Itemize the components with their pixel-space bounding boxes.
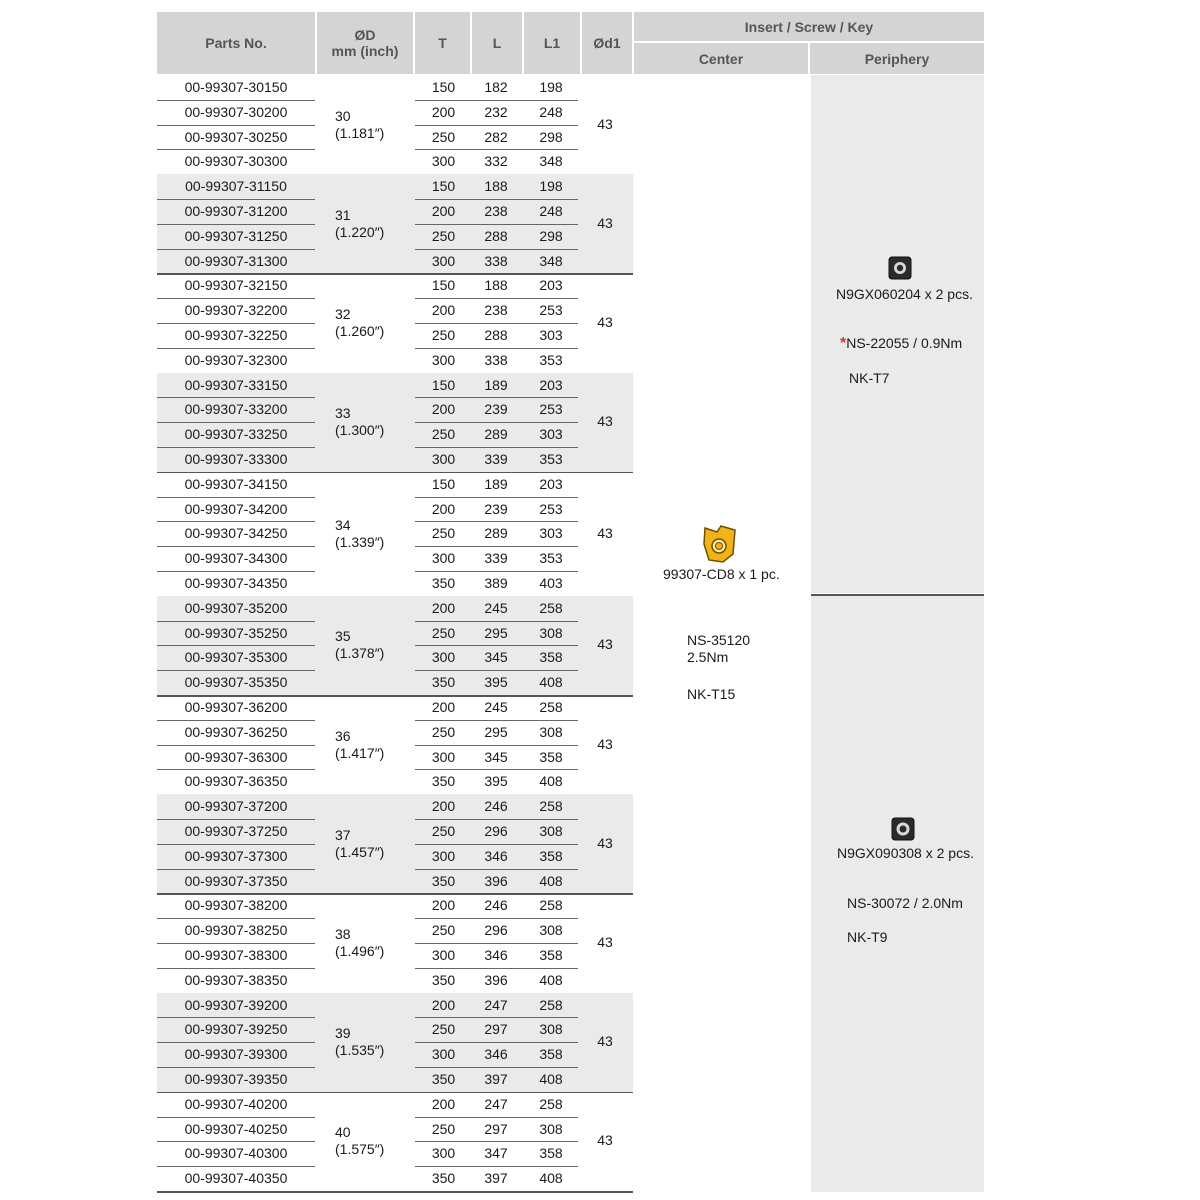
part-number: 00-99307-30250: [184, 128, 288, 145]
part-number: 00-99307-35350: [184, 674, 288, 691]
diameter-inch: (1.339″): [335, 533, 385, 550]
l-value: 338: [484, 252, 508, 269]
l-value: 395: [484, 674, 508, 691]
l1-value: 203: [539, 475, 563, 492]
l1-value: 308: [539, 723, 563, 740]
header-l: L: [472, 12, 522, 74]
part-number: 00-99307-37200: [184, 798, 288, 815]
l1-value: 308: [539, 1021, 563, 1038]
l1-value: 253: [539, 401, 563, 418]
l1-value: 198: [539, 79, 563, 95]
l-value: 247: [484, 996, 508, 1013]
part-number: 00-99307-38300: [184, 947, 288, 963]
l-value: 339: [484, 451, 508, 467]
part-number: 00-99307-33150: [184, 376, 288, 393]
diameter-value: [335, 108, 384, 142]
t-value: 200: [431, 401, 456, 418]
t-value: 200: [431, 103, 456, 120]
l-value: 245: [484, 699, 508, 715]
part-number: 00-99307-39300: [184, 1046, 288, 1063]
part-number: 00-99307-40250: [184, 1120, 288, 1137]
l1-value: 358: [539, 1046, 563, 1063]
l1-value: 253: [539, 302, 563, 319]
l1-value: 348: [539, 153, 563, 170]
diameter-value: [335, 306, 384, 340]
t-value: 300: [431, 550, 456, 567]
diameter-mm: 37: [335, 826, 351, 843]
part-number: 00-99307-32150: [184, 277, 288, 294]
t-value: 200: [431, 1095, 456, 1112]
l1-value: 408: [539, 1170, 563, 1187]
diameter-mm: 39: [335, 1025, 351, 1042]
diameter-value: [335, 728, 384, 762]
periphery-bottom-screw-label: NS-30072 / 2.0Nm: [847, 895, 963, 911]
l-value: 295: [484, 624, 508, 641]
l1-value: 258: [539, 1095, 563, 1112]
periphery-top-insert-label: N9GX060204 x 2 pcs.: [836, 286, 973, 302]
l-value: 397: [484, 1071, 508, 1087]
l-value: 238: [484, 302, 508, 319]
l-value: 296: [484, 922, 508, 939]
l-value: 238: [484, 203, 508, 219]
l1-value: 258: [539, 599, 563, 616]
l1-value: 203: [539, 277, 563, 294]
diameter-mm: 33: [335, 405, 351, 422]
l-value: 246: [484, 798, 508, 815]
diameter-value: [335, 827, 384, 861]
part-number: 00-99307-36250: [184, 723, 288, 740]
l1-value: 258: [539, 897, 563, 914]
center-key-label: NK-T15: [687, 686, 736, 702]
l-value: 246: [484, 897, 508, 914]
part-number: 00-99307-35300: [184, 649, 288, 666]
diameter-inch: (1.260″): [335, 323, 385, 339]
l-value: 339: [484, 550, 508, 567]
header-parts-no: Parts No.: [157, 12, 315, 74]
t-value: 250: [431, 1021, 456, 1038]
l-value: 288: [484, 327, 508, 343]
part-number: 00-99307-38250: [184, 922, 288, 939]
header-insert-screw-key: Insert / Screw / Key: [634, 12, 984, 41]
l-value: 296: [484, 823, 508, 839]
part-number: 00-99307-32300: [184, 351, 288, 368]
diameter-inch: (1.535″): [335, 1042, 385, 1059]
part-number: 00-99307-40200: [184, 1095, 288, 1112]
d1-value: 43: [597, 214, 613, 231]
l1-value: 408: [539, 1071, 563, 1087]
part-number: 00-99307-32200: [184, 302, 288, 319]
l1-value: 353: [539, 351, 563, 368]
l-value: 288: [484, 227, 508, 244]
l-value: 189: [484, 376, 508, 393]
l1-value: 308: [539, 922, 563, 939]
part-number: 00-99307-32250: [184, 327, 288, 343]
part-number: 00-99307-33250: [184, 426, 288, 443]
t-value: 300: [431, 947, 456, 963]
part-number: 00-99307-31300: [184, 252, 288, 269]
part-number: 00-99307-36350: [184, 773, 288, 790]
t-value: 300: [431, 748, 456, 765]
part-number: 00-99307-40350: [184, 1170, 288, 1187]
part-number: 00-99307-35200: [184, 599, 288, 616]
periphery-insert-icon-small: [888, 256, 912, 280]
diameter-value: [335, 926, 384, 960]
l-value: 247: [484, 1095, 508, 1112]
l1-value: 408: [539, 773, 563, 790]
l-value: 397: [484, 1170, 508, 1187]
diameter-mm: 34: [335, 516, 351, 533]
t-value: 250: [431, 327, 456, 343]
l1-value: 308: [539, 624, 563, 641]
header-diameter-unit: mm (inch): [331, 43, 399, 59]
part-number: 00-99307-37300: [184, 847, 288, 864]
t-value: 200: [431, 996, 456, 1013]
l-value: 332: [484, 153, 508, 170]
l-value: 297: [484, 1021, 508, 1038]
t-value: 250: [431, 1120, 456, 1137]
l1-value: 258: [539, 798, 563, 815]
diameter-inch: (1.378″): [335, 645, 385, 662]
l1-value: 303: [539, 327, 563, 343]
l-value: 232: [484, 103, 508, 120]
center-insert-icon: [701, 524, 739, 564]
part-number: 00-99307-33200: [184, 401, 288, 418]
t-value: 300: [431, 1046, 456, 1063]
t-value: 150: [431, 376, 456, 393]
parts-table: [157, 12, 984, 1192]
t-value: 250: [431, 922, 456, 939]
l1-value: 248: [539, 203, 563, 219]
t-value: 200: [431, 302, 456, 319]
l1-value: 348: [539, 252, 563, 269]
t-value: 350: [431, 1170, 456, 1187]
d1-value: 43: [597, 413, 613, 430]
l-value: 346: [484, 947, 508, 963]
diameter-inch: (1.220″): [335, 223, 385, 240]
t-value: 250: [431, 823, 456, 839]
l-value: 239: [484, 500, 508, 517]
t-value: 300: [431, 252, 456, 269]
header-t: T: [415, 12, 470, 74]
important-star-icon: *: [840, 335, 847, 352]
diameter-mm: 40: [335, 1124, 351, 1141]
diameter-inch: (1.300″): [335, 422, 385, 439]
l1-value: 358: [539, 847, 563, 864]
t-value: 300: [431, 153, 456, 170]
part-number: 00-99307-31250: [184, 227, 288, 244]
t-value: 200: [431, 203, 456, 219]
l1-value: 403: [539, 575, 563, 591]
diameter-mm: 38: [335, 926, 351, 942]
t-value: 350: [431, 872, 456, 889]
header-center: Center: [634, 43, 808, 74]
l1-value: 308: [539, 823, 563, 839]
t-value: 350: [431, 773, 456, 790]
t-value: 250: [431, 426, 456, 443]
l-value: 282: [484, 128, 508, 145]
t-value: 350: [431, 971, 456, 988]
l1-value: 358: [539, 748, 563, 765]
t-value: 350: [431, 1071, 456, 1087]
t-value: 300: [431, 649, 456, 666]
diameter-value: [335, 517, 384, 551]
header-d1: Ød1: [582, 12, 632, 74]
t-value: 300: [431, 451, 456, 467]
d1-value: 43: [597, 1033, 613, 1050]
periphery-top-screw-label: [840, 335, 962, 353]
l-value: 188: [484, 178, 508, 195]
l1-value: 358: [539, 649, 563, 666]
t-value: 250: [431, 723, 456, 740]
periphery-bottom-key-label: NK-T9: [847, 929, 888, 945]
l-value: 338: [484, 351, 508, 368]
t-value: 350: [431, 674, 456, 691]
diameter-inch: (1.496″): [335, 943, 385, 959]
t-value: 200: [431, 599, 456, 616]
l1-value: 258: [539, 699, 563, 715]
periphery-top-key-label: NK-T7: [849, 370, 890, 386]
part-number: 00-99307-38350: [184, 971, 288, 988]
part-number: 00-99307-30150: [184, 79, 288, 95]
t-value: 200: [431, 699, 456, 715]
part-number: 00-99307-39350: [184, 1071, 288, 1087]
l-value: 345: [484, 748, 508, 765]
l-value: 289: [484, 525, 508, 542]
part-number: 00-99307-37250: [184, 823, 288, 839]
d1-value: 43: [597, 934, 613, 950]
l-value: 295: [484, 723, 508, 740]
part-number: 00-99307-39200: [184, 996, 288, 1013]
d1-value: 43: [597, 115, 613, 132]
t-value: 300: [431, 847, 456, 864]
t-value: 150: [431, 277, 456, 294]
d1-value: 43: [597, 1132, 613, 1149]
part-number: 00-99307-33300: [184, 451, 288, 467]
t-value: 250: [431, 128, 456, 145]
part-number: 00-99307-31150: [185, 178, 287, 195]
l1-value: 408: [539, 971, 563, 988]
l1-value: 408: [539, 872, 563, 889]
part-number: 00-99307-34350: [184, 575, 288, 591]
diameter-inch: (1.417″): [335, 744, 385, 761]
t-value: 250: [431, 227, 456, 244]
l-value: 182: [484, 79, 508, 95]
l1-value: 353: [539, 550, 563, 567]
diameter-value: [335, 1025, 384, 1059]
t-value: 250: [431, 624, 456, 641]
l-value: 189: [484, 475, 508, 492]
center-torque-label: 2.5Nm: [687, 649, 729, 665]
periphery-bottom-insert-label: N9GX090308 x 2 pcs.: [837, 845, 974, 861]
diameter-inch: (1.457″): [335, 843, 385, 860]
part-number: 00-99307-34200: [184, 500, 288, 517]
part-number: 00-99307-36300: [184, 748, 288, 765]
header-diameter: [317, 12, 413, 74]
diameter-mm: 30: [335, 107, 351, 124]
diameter-mm: 35: [335, 628, 351, 645]
l-value: 346: [484, 847, 508, 864]
d1-value: 43: [597, 636, 613, 653]
l1-value: 248: [539, 103, 563, 120]
group-divider: [157, 1191, 633, 1193]
l-value: 389: [484, 575, 508, 591]
t-value: 150: [431, 79, 456, 95]
periphery-insert-icon-large: [891, 817, 915, 841]
center-insert-label: 99307-CD8 x 1 pc.: [663, 566, 780, 582]
t-value: 150: [431, 178, 456, 195]
periphery-bottom-background: [811, 596, 984, 1192]
periphery-top-background: [811, 75, 984, 593]
part-number: 00-99307-34250: [184, 525, 288, 542]
periphery-top-screw-text: NS-22055 / 0.9Nm: [846, 335, 963, 351]
part-number: 00-99307-34150: [184, 475, 288, 492]
l-value: 239: [484, 401, 508, 418]
diameter-inch: (1.181″): [335, 124, 385, 141]
l1-value: 198: [539, 178, 563, 195]
diameter-value: [335, 628, 384, 662]
l1-value: 253: [539, 500, 563, 517]
diameter-value: [335, 1124, 384, 1158]
l-value: 346: [484, 1046, 508, 1063]
l1-value: 258: [539, 996, 563, 1013]
diameter-mm: 36: [335, 727, 351, 744]
t-value: 350: [431, 575, 456, 591]
l1-value: 408: [539, 674, 563, 691]
l1-value: 298: [539, 128, 563, 145]
d1-value: 43: [597, 735, 613, 752]
header-diameter-symbol: ØD: [354, 27, 376, 43]
d1-value: 43: [597, 314, 613, 330]
part-number: 00-99307-36200: [184, 699, 288, 715]
part-number: 00-99307-38200: [184, 897, 288, 914]
t-value: 250: [431, 525, 456, 542]
part-number: 00-99307-37350: [184, 872, 288, 889]
center-screw-label: NS-35120: [687, 632, 751, 648]
l-value: 289: [484, 426, 508, 443]
part-number: 00-99307-39250: [184, 1021, 288, 1038]
l-value: 396: [484, 971, 508, 988]
diameter-value: [335, 207, 384, 241]
header-periphery: Periphery: [810, 43, 984, 74]
t-value: 200: [431, 798, 456, 815]
diameter-value: [335, 405, 384, 439]
l1-value: 303: [539, 525, 563, 542]
t-value: 200: [431, 897, 456, 914]
l-value: 297: [484, 1120, 508, 1137]
part-number: 00-99307-40300: [184, 1145, 288, 1162]
header-l1: L1: [524, 12, 580, 74]
d1-value: 43: [597, 524, 613, 541]
l1-value: 353: [539, 451, 563, 467]
l-value: 396: [484, 872, 508, 889]
diameter-mm: 32: [335, 306, 351, 322]
part-number: 00-99307-31200: [184, 203, 288, 219]
l-value: 347: [484, 1145, 508, 1162]
part-number: 00-99307-34300: [184, 550, 288, 567]
part-number: 00-99307-30300: [184, 153, 288, 170]
l1-value: 308: [539, 1120, 563, 1137]
l-value: 188: [484, 277, 508, 294]
l1-value: 358: [539, 947, 563, 963]
diameter-mm: 31: [335, 206, 351, 223]
t-value: 300: [431, 1145, 456, 1162]
l1-value: 203: [539, 376, 563, 393]
t-value: 300: [431, 351, 456, 368]
l-value: 395: [484, 773, 508, 790]
l-value: 245: [484, 599, 508, 616]
l1-value: 303: [539, 426, 563, 443]
t-value: 200: [431, 500, 456, 517]
diameter-inch: (1.575″): [335, 1141, 385, 1158]
d1-value: 43: [597, 834, 613, 851]
l1-value: 298: [539, 227, 563, 244]
l-value: 345: [484, 649, 508, 666]
part-number: 00-99307-30200: [184, 103, 288, 120]
l1-value: 358: [539, 1145, 563, 1162]
t-value: 150: [431, 475, 456, 492]
part-number: 00-99307-35250: [184, 624, 288, 641]
